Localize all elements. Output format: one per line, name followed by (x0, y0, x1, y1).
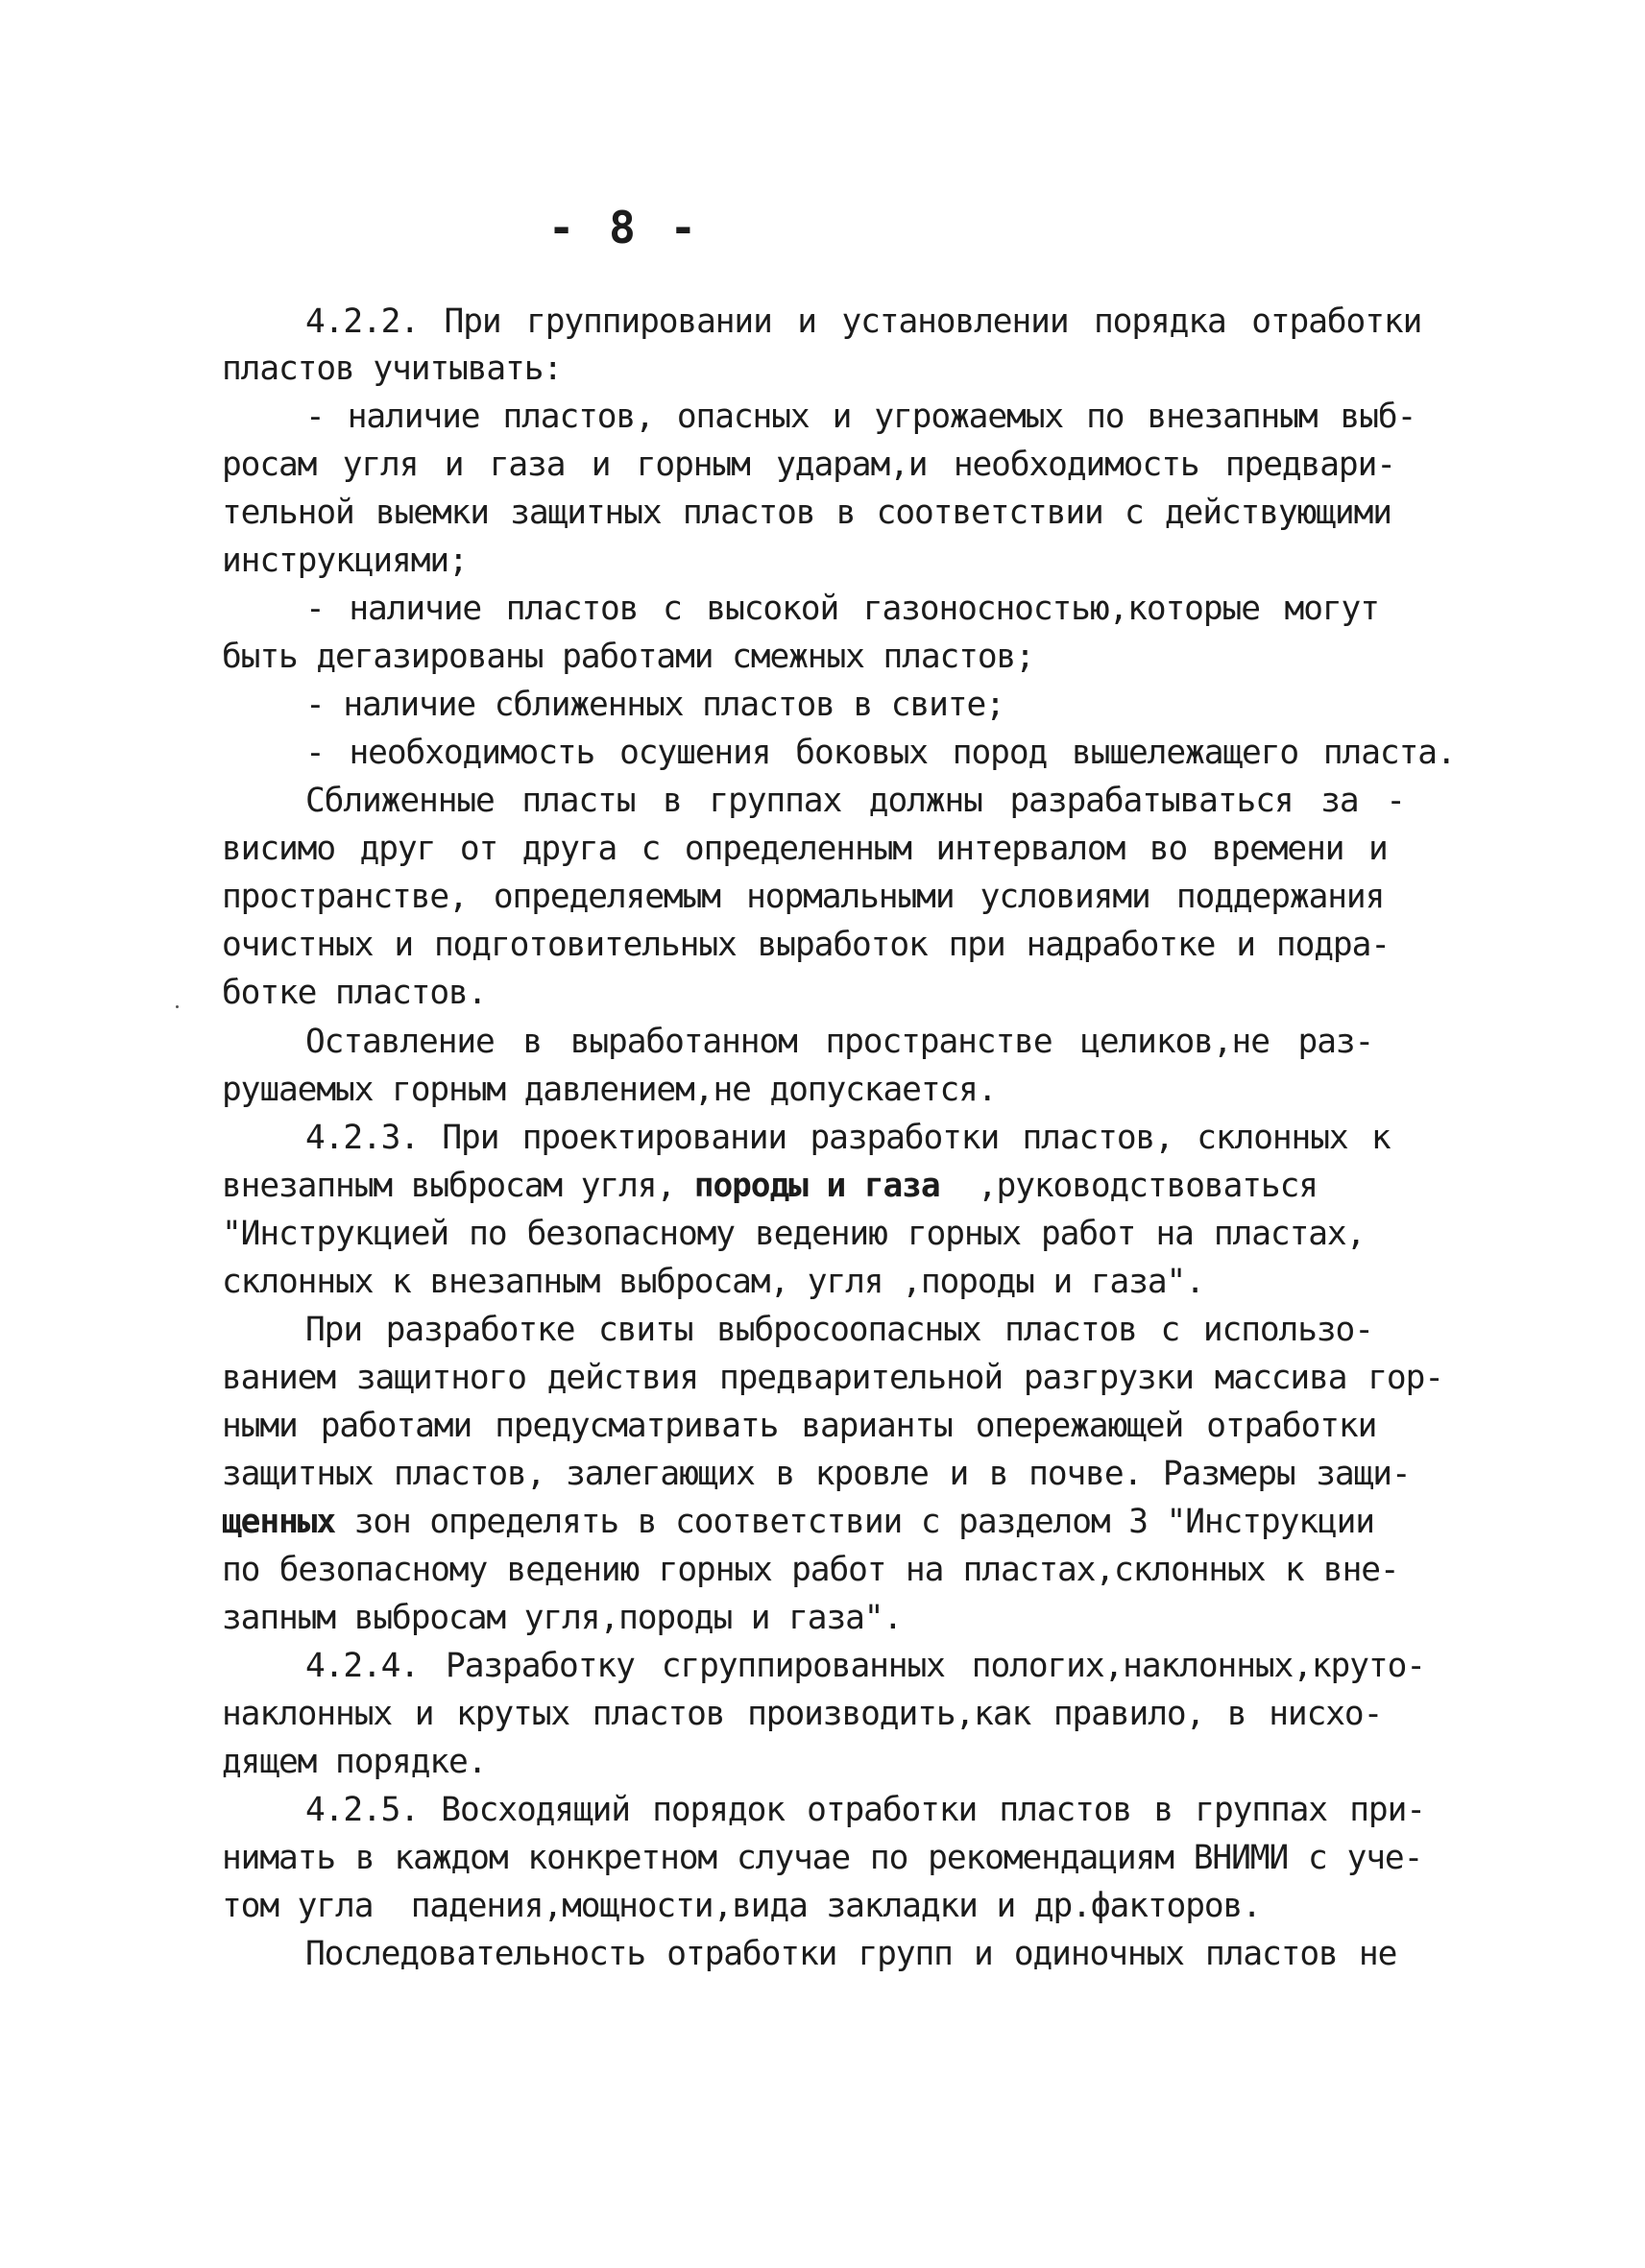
text-line: запным выбросам угля,породы и газа". (222, 1599, 903, 1637)
text-line: очистных и подготовительных выработок при надработке и подра- (222, 926, 1390, 964)
text-line: 4.2.3. При проектировании разработки пластов, склонных к (305, 1119, 1391, 1157)
text-line: ботке пластов. (222, 974, 487, 1012)
text-line: быть дегазированы работами смежных пластов; (222, 638, 1034, 676)
text-line: рушаемых горным давлением,не допускается. (222, 1071, 997, 1109)
text-line: - наличие сближенных пластов в свите; (305, 686, 1004, 724)
text-line: 4.2.2. При группировании и установлении порядка отработки (305, 302, 1422, 341)
text-line: том угла падения,мощности,вида закладки и др.факторов. (222, 1887, 1261, 1925)
text-line: Последовательность отработки групп и одиночных пластов не (305, 1935, 1397, 1973)
text-line: висимо друг от друга с определенным интервалом во времени и (222, 830, 1388, 868)
text-line (222, 1167, 1318, 1205)
text-line: При разработке свиты выбросоопасных пластов с использо- (305, 1311, 1373, 1349)
text-line: пространстве, определяемым нормальными условиями поддержания (222, 878, 1385, 916)
text-segment: ,руководствоваться (939, 1167, 1318, 1205)
text-line: ными работами предусматривать варианты опережающей отработки (222, 1407, 1377, 1445)
text-line: 4.2.4. Разработку сгруппированных пологих,наклонных,круто- (305, 1647, 1425, 1685)
scan-speck (176, 1005, 179, 1008)
text-line: 4.2.5. Восходящий порядок отработки пластов в группах при- (305, 1791, 1425, 1829)
text-line: Сближенные пласты в группах должны разрабатываться за - (305, 782, 1405, 820)
text-line: инструкциями; (222, 542, 468, 580)
text-line: тельной выемки защитных пластов в соответствии с действующими (222, 494, 1391, 532)
text-line: росам угля и газа и горным ударам,и необходимость предвари- (222, 446, 1395, 484)
text-line: - наличие пластов с высокой газоносностью,которые могут (305, 590, 1379, 628)
text-line: по безопасному ведению горных работ на пластах,склонных к вне- (222, 1551, 1399, 1589)
text-line (222, 1503, 1374, 1541)
text-line: нимать в каждом конкретном случае по рекомендациям ВНИМИ с уче- (222, 1839, 1423, 1877)
text-line: пластов учитывать: (222, 350, 563, 388)
text-segment-bold: породы и газа (693, 1167, 940, 1205)
page-number: - 8 - (547, 202, 701, 253)
text-segment: зон определять в соответствии с разделом 3 "Инструкции (335, 1503, 1374, 1541)
text-line: - наличие пластов, опасных и угрожаемых по внезапным выб- (305, 398, 1416, 436)
text-line: Оставление в выработанном пространстве целиков,не раз- (305, 1023, 1374, 1061)
text-line: защитных пластов, залегающих в кровле и в почве. Размеры защи- (222, 1455, 1411, 1493)
text-segment: внезапным выбросам угля, (222, 1167, 694, 1205)
text-line: дящем порядке. (222, 1743, 487, 1781)
text-line: "Инструкцией по безопасному ведению горных работ на пластах, (222, 1215, 1366, 1253)
text-line: наклонных и крутых пластов производить,как правило, в нисхо- (222, 1695, 1383, 1733)
text-line: ванием защитного действия предварительной разгрузки массива гор- (222, 1359, 1443, 1397)
text-segment-bold: щенных (222, 1503, 336, 1541)
text-line: склонных к внезапным выбросам, угля ,породы и газа". (222, 1263, 1204, 1301)
text-line: - необходимость осушения боковых пород вышележащего пласта. (305, 734, 1456, 772)
